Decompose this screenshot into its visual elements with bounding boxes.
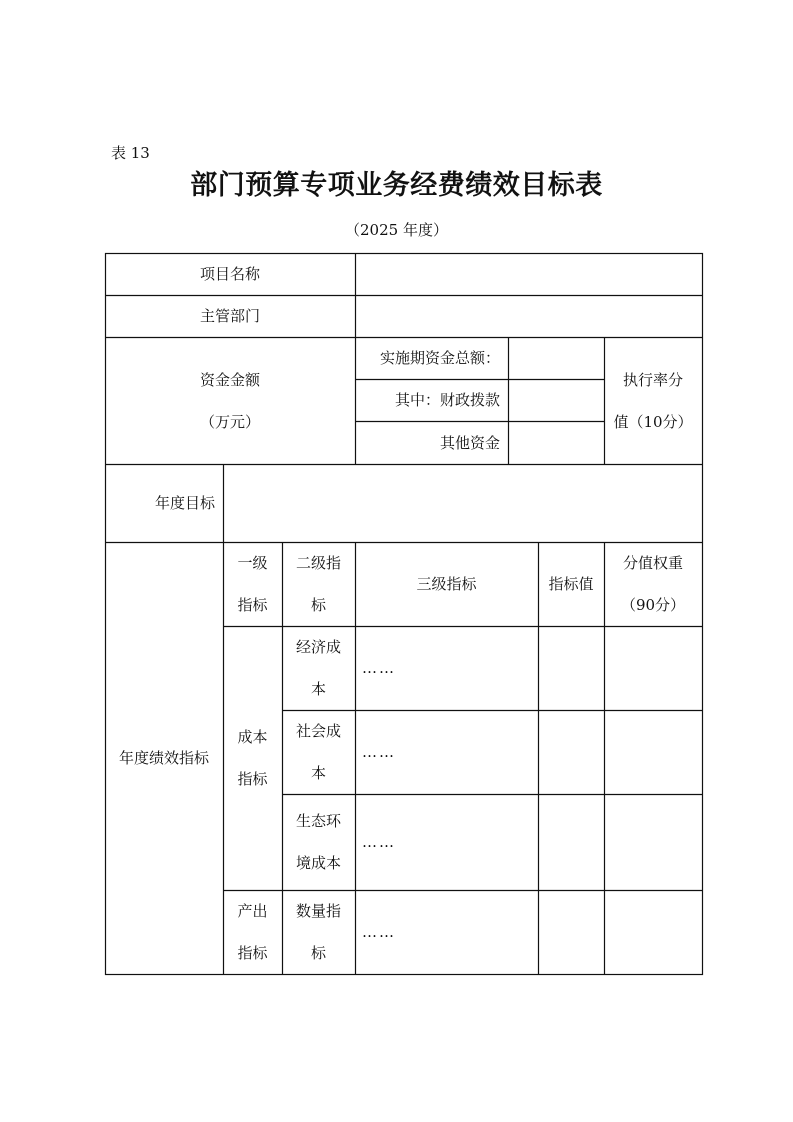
funds-label-line1: 资金金额 <box>199 370 260 389</box>
weight-header <box>604 542 702 626</box>
social-cost-line2: 本 <box>310 764 326 782</box>
cost-indicator-line1: 成本 <box>237 728 268 746</box>
level1-header-line1: 一级 <box>237 554 268 572</box>
level2-header-line1: 二级指 <box>295 554 341 572</box>
project-name-label: 项目名称 <box>199 265 260 283</box>
execution-rate-label <box>604 337 702 464</box>
level2-header-line2: 标 <box>310 596 326 614</box>
quantity-indicator-line2: 标 <box>310 944 326 962</box>
output-indicator-label <box>223 890 282 974</box>
execution-rate-line1: 执行率分 <box>622 370 683 389</box>
total-funds-label: 实施期资金总额： <box>379 349 500 367</box>
level1-header-line2: 指标 <box>237 596 268 614</box>
value-header: 指标值 <box>548 575 594 593</box>
ecological-cost-line2: 境成本 <box>295 854 341 872</box>
table-number: 表 13 <box>111 144 150 162</box>
ecological-cost-label <box>282 794 355 890</box>
weight-header-line1: 分值权重 <box>622 554 683 572</box>
cost-indicator-line2: 指标 <box>237 770 268 788</box>
economic-cost-line2: 本 <box>310 680 326 698</box>
cost-indicator-label <box>223 626 282 890</box>
quantity-indicator-detail: …… <box>362 923 396 941</box>
quantity-indicator-label <box>282 890 355 974</box>
weight-header-line2: （90分） <box>620 596 686 614</box>
project-name-value <box>356 253 702 295</box>
economic-cost-line1: 经济成 <box>295 638 341 656</box>
year-subtitle: （2025 年度） <box>345 221 448 239</box>
funds-label <box>105 337 355 464</box>
department-label: 主管部门 <box>199 307 260 325</box>
level2-header <box>282 542 355 626</box>
ecological-cost-line1: 生态环 <box>295 812 341 830</box>
level1-header <box>223 542 282 626</box>
quantity-indicator-line1: 数量指 <box>295 902 341 920</box>
economic-cost-detail: …… <box>362 659 396 677</box>
output-indicator-line2: 指标 <box>237 944 268 962</box>
execution-rate-line2: 值（10分） <box>613 412 693 431</box>
social-cost-detail: …… <box>362 743 396 761</box>
annual-goal-label: 年度目标 <box>154 494 215 512</box>
output-indicator-line1: 产出 <box>237 902 268 920</box>
annual-indicators-label: 年度绩效指标 <box>118 749 209 767</box>
economic-cost-label <box>282 626 355 710</box>
fiscal-funds-label: 其中：财政拨款 <box>394 391 500 409</box>
social-cost-line1: 社会成 <box>295 722 341 740</box>
ecological-cost-detail: …… <box>362 833 396 851</box>
social-cost-label <box>282 710 355 794</box>
level3-header: 三级指标 <box>416 575 477 593</box>
department-value <box>356 295 702 337</box>
page-title: 部门预算专项业务经费绩效目标表 <box>190 170 603 201</box>
funds-label-line2: （万元） <box>199 412 260 431</box>
other-funds-label: 其他资金 <box>439 433 500 452</box>
